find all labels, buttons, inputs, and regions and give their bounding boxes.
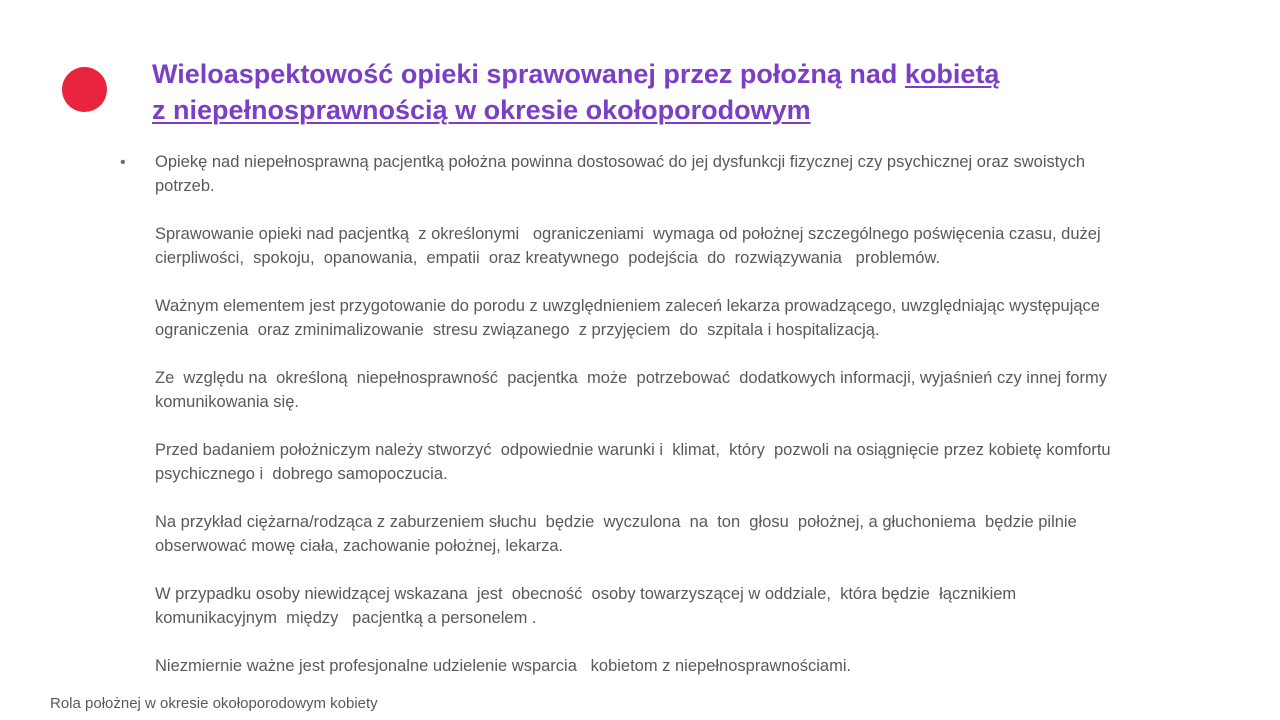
title-link-part1[interactable]: kobietą: [904, 59, 1000, 89]
title-link-part2[interactable]: z niepełnosprawnością w okresie okołoporodowym: [152, 95, 811, 125]
paragraph-line: Ze względu na określoną niepełnosprawność pacjentka może potrzebować dodatkowych informacji, wyjaśnień czy innej formy: [155, 369, 1107, 387]
paragraph-line: komunikacyjnym między pacjentką a personelem .: [155, 609, 537, 627]
paragraph: [155, 222, 1235, 270]
paragraph-line: Sprawowanie opieki nad pacjentką z określonymi ograniczeniami wymaga od położnej szczególnego poświęcenia czasu, dużej: [155, 225, 1101, 243]
paragraph-line: W przypadku osoby niewidzącej wskazana jest obecność osoby towarzyszącej w oddziale, która będzie łącznikiem: [155, 585, 1017, 603]
paragraph-line: Opiekę nad niepełnosprawną pacjentką położna powinna dostosować do jej dysfunkcji fizycznej czy psychicznej oraz swoistych: [155, 153, 1086, 171]
paragraph: [155, 582, 1235, 630]
paragraph-line: komunikowania się.: [155, 393, 299, 411]
paragraph: [155, 366, 1235, 414]
paragraph: [155, 510, 1235, 558]
paragraph-line: Ważnym elementem jest przygotowanie do porodu z uwzględnieniem zaleceń lekarza prowadzącego, uwzględniając występujące: [155, 297, 1100, 315]
paragraph-line: Na przykład ciężarna/rodząca z zaburzeniem słuchu będzie wyczulona na ton głosu położnej, a głuchoniema będzie pilnie: [155, 513, 1077, 531]
paragraph: [155, 654, 1235, 678]
body-text: [155, 150, 1235, 702]
paragraph: [155, 294, 1235, 342]
slide-title: [152, 56, 1152, 128]
paragraph-line: obserwować mowę ciała, zachowanie położnej, lekarza.: [155, 537, 564, 555]
paragraph-line: ograniczenia oraz zminimalizowanie stresu związanego z przyjęciem do szpitala i hospitalizacją.: [155, 321, 880, 339]
paragraph-line: psychicznego i dobrego samopoczucia.: [155, 465, 448, 483]
paragraph: [155, 438, 1235, 486]
title-text: Wieloaspektowość opieki sprawowanej przez położną nad: [152, 59, 905, 89]
paragraph-line: cierpliwości, spokoju, opanowania, empatii oraz kreatywnego podejścia do rozwiązywania problemów.: [155, 249, 941, 267]
accent-dot-icon: [62, 67, 107, 112]
paragraph-line: potrzeb.: [155, 177, 215, 195]
paragraph-line: Przed badaniem położniczym należy stworzyć odpowiednie warunki i klimat, który pozwoli na osiągnięcie przez kobietę komfortu: [155, 441, 1111, 459]
bullet-icon: •: [120, 154, 126, 171]
slide-footer: Rola położnej w okresie okołoporodowym kobiety: [50, 695, 378, 712]
paragraph: [155, 150, 1235, 198]
paragraph-line: Niezmiernie ważne jest profesjonalne udzielenie wsparcia kobietom z niepełnosprawnościami.: [155, 657, 852, 675]
